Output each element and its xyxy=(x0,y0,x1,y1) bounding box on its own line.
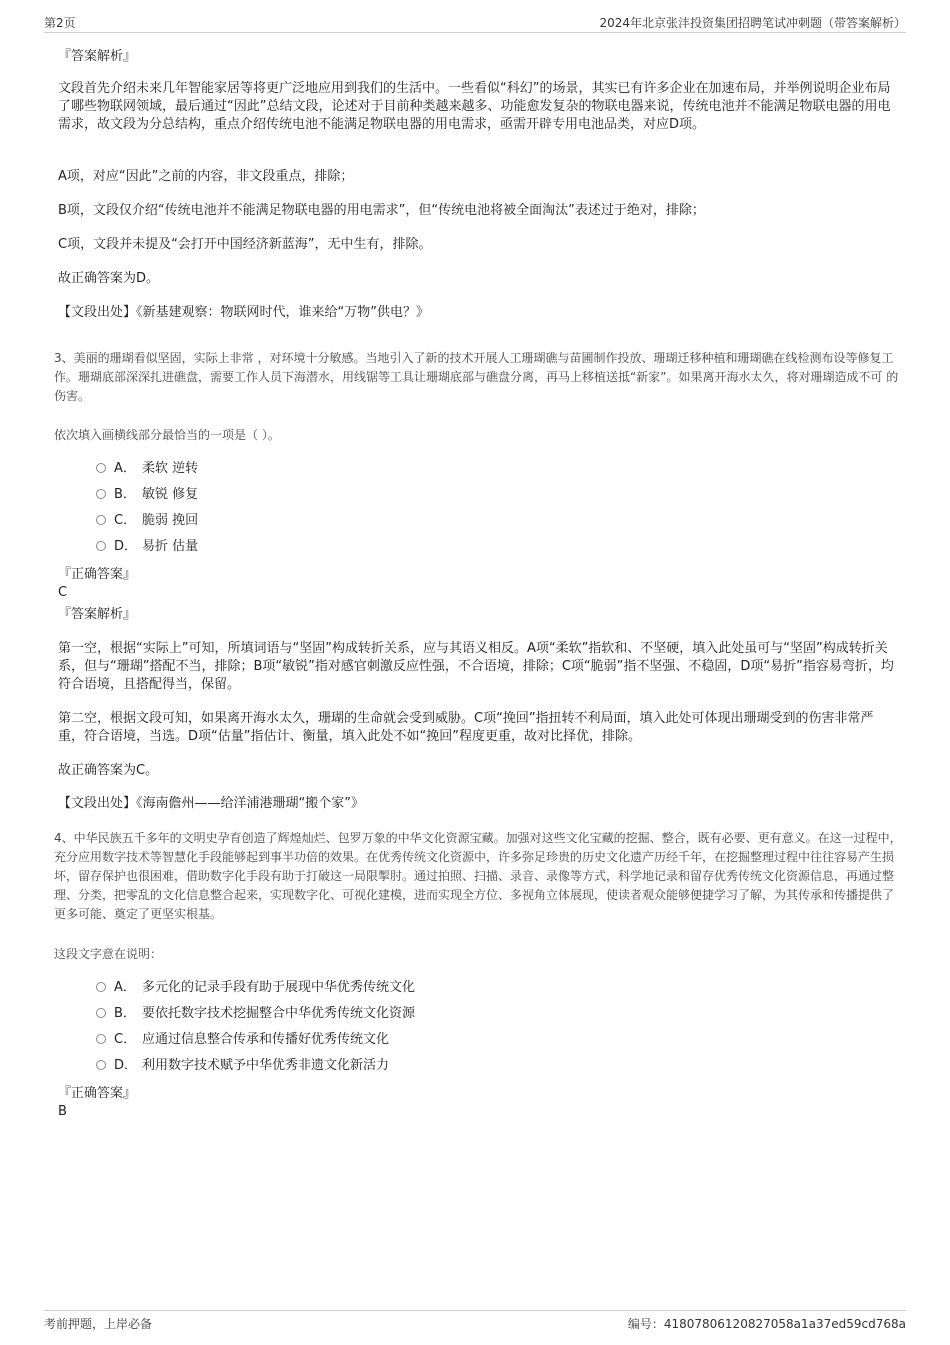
analysis-paragraph: 文段首先介绍未来几年智能家居等将更广泛地应用到我们的生活中。一些看似“科幻”的场景，其实已有许多企业在加速布局，并举例说明企业布局了哪些物联网领域，最后通过“因此”总结文段，论述对于目前种类越来越多、功能愈发复杂的物联电器来说，传统电池并不能满足物联电器的用电需求，故文段为分总结构，重点介绍传统电池不能满足物联电器的用电需求，亟需开辟专用电池品类，对应D项。 xyxy=(58,81,891,132)
option-a[interactable]: A． 多元化的记录手段有助于展现中华优秀传统文化 xyxy=(96,979,415,997)
option-c[interactable]: C． 应通过信息整合传承和传播好优秀传统文化 xyxy=(96,1031,389,1049)
page-header xyxy=(44,12,906,33)
question-prompt: 依次填入画横线部分最恰当的一项是（ ）。 xyxy=(54,428,280,442)
option-b[interactable]: B． 要依托数字技术挖掘整合中华优秀传统文化资源 xyxy=(96,1005,415,1023)
question-prompt: 这段文字意在说明： xyxy=(54,947,163,961)
analysis-paragraph: C项，文段并未提及“会打开中国经济新蓝海”，无中生有，排除。 xyxy=(58,237,432,252)
radio-icon[interactable] xyxy=(96,541,106,551)
option-c[interactable]: C． 脆弱 挽回 xyxy=(96,512,198,530)
radio-icon[interactable] xyxy=(96,463,106,473)
question-stem: 4、中华民族五千多年的文明史孕育创造了辉煌灿烂、包罗万象的中华文化资源宝藏。加强对这些文化宝藏的挖掘、整合，既有必要、更有意义。在这一过程中，充分应用数字技术等智慧化手段能够起到事半功倍的效果。在优秀传统文化资源中，许多弥足珍贵的历史文化遗产历经千年，在挖掘整理过程中往往容易产生损坏，留存保护也很困难，借助数字化手段有助于打破这一局限掣肘。通过拍照、扫描、录音、录像等方式，科学地记录和留存优秀传统文化资源信息，再通过整理、分类，把零乱的文化信息整合起来，实现数字化、可视化建模，进而实现全方位、多视角立体展现，使读者观众能够便捷学习了解，为其传承和传播提供了更多可能、奠定了更坚实根基。 xyxy=(54,831,902,921)
analysis-paragraph: B项，文段仅介绍“传统电池并不能满足物联电器的用电需求”，但“传统电池将被全面淘汰”表述过于绝对，排除； xyxy=(58,203,705,218)
analysis-paragraph: A项，对应“因此”之前的内容，非文段重点，排除； xyxy=(58,169,354,184)
option-a[interactable]: A． 柔软 逆转 xyxy=(96,460,198,478)
analysis-label: 『答案解析』 xyxy=(58,607,137,622)
option-d[interactable]: D． 利用数字技术赋予中华优秀非遗文化新活力 xyxy=(96,1057,389,1075)
answer-value: B xyxy=(58,1104,67,1119)
analysis-label: 『答案解析』 xyxy=(58,49,137,64)
document-title: 2024年北京张沣投资集团招聘笔试冲刺题（带答案解析） xyxy=(599,16,906,30)
answer-value: C xyxy=(58,585,68,600)
footer-slogan: 考前押题，上岸必备 xyxy=(44,1317,153,1331)
analysis-paragraph: 第二空，根据文段可知，如果离开海水太久，珊瑚的生命就会受到威胁。C项“挽回”指扭转不利局面，填入此处可体现出珊瑚受到的伤害非常严重，符合语境，当选。D项“估量”指估计、衡量，填入此处不如“挽回”程度更重，故对比择优，排除。 xyxy=(58,711,874,744)
answer-label: 『正确答案』 xyxy=(58,567,137,582)
radio-icon[interactable] xyxy=(96,515,106,525)
analysis-conclusion: 故正确答案为C。 xyxy=(58,763,159,778)
option-b[interactable]: B． 敏锐 修复 xyxy=(96,486,198,504)
page-footer xyxy=(44,1310,906,1334)
radio-icon[interactable] xyxy=(96,1060,106,1070)
radio-icon[interactable] xyxy=(96,489,106,499)
radio-icon[interactable] xyxy=(96,982,106,992)
page-number: 第2页 xyxy=(44,16,76,30)
radio-icon[interactable] xyxy=(96,1008,106,1018)
source-citation: 【文段出处】《新基建观察：物联网时代，谁来给“万物”供电？》 xyxy=(58,305,429,320)
document-id: 编号：41807806120827058a1a37ed59cd768a xyxy=(627,1317,906,1331)
answer-label: 『正确答案』 xyxy=(58,1086,137,1101)
radio-icon[interactable] xyxy=(96,1034,106,1044)
source-citation: 【文段出处】《海南儋州——给洋浦港珊瑚“搬个家”》 xyxy=(58,796,364,811)
question-stem: 3、美丽的珊瑚看似坚固，实际上非常 ，对环境十分敏感。当地引入了新的技术开展人工珊瑚礁与苗圃制作投放、珊瑚迁移种植和珊瑚礁在线检测布设等修复工作。珊瑚底部深深扎进礁盘，需要工作人员下海潜水，用线锯等工具让珊瑚底部与礁盘分离，再马上移植送抵“新家”。如果离开海水太久，将对珊瑚造成不可 的伤害。 xyxy=(54,351,899,403)
analysis-paragraph: 第一空，根据“实际上”可知，所填词语与“坚固”构成转折关系，应与其语义相反。A项“柔软”指软和、不坚硬，填入此处虽可与“坚固”构成转折关系，但与“珊瑚”搭配不当，排除；B项“敏锐”指对感官刺激反应性强，不合语境，排除；C项“脆弱”指不坚强、不稳固，D项“易折”指容易弯折，均符合语境，且搭配得当，保留。 xyxy=(58,641,894,692)
option-d[interactable]: D． 易折 估量 xyxy=(96,538,198,556)
analysis-conclusion: 故正确答案为D。 xyxy=(58,271,160,286)
